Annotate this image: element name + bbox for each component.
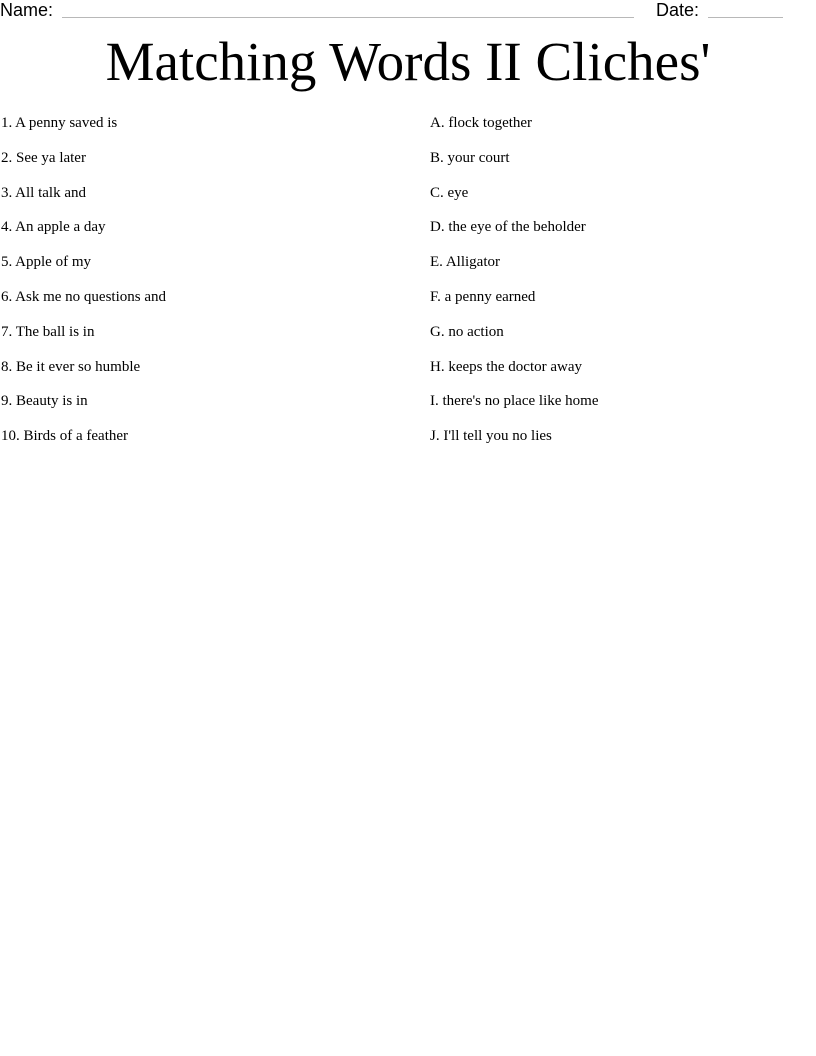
clue-item: 9. Beauty is in — [1, 393, 88, 410]
clue-item: 2. See ya later — [1, 149, 86, 166]
clue-item: 1. A penny saved is — [1, 115, 118, 131]
clue-list — [1, 114, 401, 462]
name-blank-line[interactable] — [62, 17, 634, 18]
name-label: Name: — [0, 0, 54, 20]
answer-list — [430, 114, 810, 462]
clue-item: 8. Be it ever so humble — [1, 358, 141, 375]
clue-item: 4. An apple a day — [1, 219, 106, 236]
date-label: Date: — [656, 0, 700, 20]
answer-item: E. Alligator — [430, 254, 500, 271]
answer-item: B. your court — [430, 149, 510, 166]
answer-item: F. a penny earned — [430, 288, 536, 305]
clue-item: 5. Apple of my — [1, 254, 91, 271]
answer-item: D. the eye of the beholder — [430, 219, 586, 236]
clue-item: 6. Ask me no questions and — [1, 288, 166, 305]
clue-item: 10. Birds of a feather — [1, 428, 129, 445]
answer-item: C. eye — [430, 184, 469, 201]
clue-item: 7. The ball is in — [1, 323, 95, 340]
date-blank-line[interactable] — [708, 17, 783, 18]
answer-item: G. no action — [430, 323, 504, 340]
worksheet-header — [0, 0, 816, 22]
answer-item: H. keeps the doctor away — [430, 358, 583, 375]
worksheet-title: Matching Words II Cliches' — [105, 31, 711, 92]
clue-item: 3. All talk and — [1, 184, 86, 201]
answer-item: I. there's no place like home — [430, 393, 599, 410]
answer-item: A. flock together — [430, 115, 533, 131]
answer-item: J. I'll tell you no lies — [430, 428, 552, 445]
